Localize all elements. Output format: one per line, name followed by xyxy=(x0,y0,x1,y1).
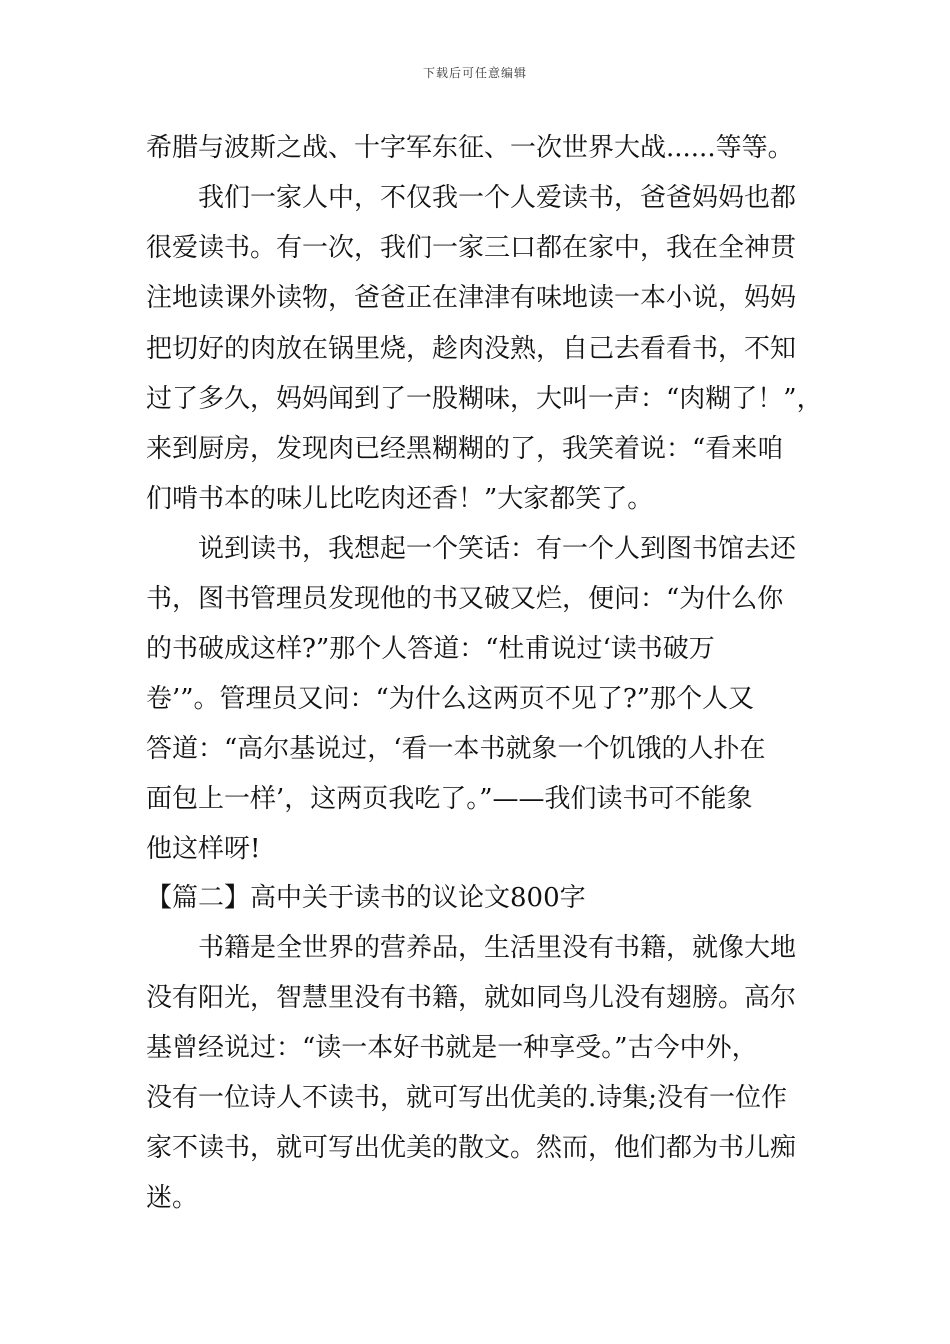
text-line: 面包上一样’，这两页我吃了。”——我们读书可不能象 xyxy=(146,784,753,814)
text-line: 卷’”。管理员又问：“为什么这两页不见了?”那个人又 xyxy=(146,684,755,714)
text-line: 书籍是全世界的营养品，生活里没有书籍，就像大地 xyxy=(198,933,797,963)
text-line: 们啃书本的味儿比吃肉还香！”大家都笑了。 xyxy=(146,484,654,514)
text-line: 没有一位诗人不读书，就可写出优美的.诗集;没有一位作 xyxy=(146,1083,788,1113)
text-line: 希腊与波斯之战、十字军东征、一次世界大战......等等。 xyxy=(146,133,794,163)
text-line: 没有阳光，智慧里没有书籍，就如同鸟儿没有翅膀。高尔 xyxy=(146,983,797,1013)
text-line: 基曾经说过：“读一本好书就是一种享受。”古今中外， xyxy=(146,1033,758,1063)
text-line: 来到厨房，发现肉已经黑糊糊的了，我笑着说：“看来咱 xyxy=(146,434,784,464)
text-line: 说到读书，我想起一个笑话：有一个人到图书馆去还 xyxy=(198,534,797,564)
text-line: 迷。 xyxy=(146,1183,199,1213)
text-line: 的书破成这样?”那个人答道：“杜甫说过‘读书破万 xyxy=(146,634,715,664)
text-line: 书，图书管理员发现他的书又破又烂，便问：“为什么你 xyxy=(146,584,784,614)
section-heading: 【篇二】高中关于读书的议论文800字 xyxy=(146,883,586,913)
text-line: 我们一家人中，不仅我一个人爱读书，爸爸妈妈也都 xyxy=(198,183,797,213)
text-line: 家不读书，就可写出优美的散文。然而，他们都为书儿痴 xyxy=(146,1133,797,1163)
text-line: 把切好的肉放在锅里烧，趁肉没熟，自己去看看书，不知 xyxy=(146,334,797,364)
text-line: 过了多久，妈妈闻到了一股糊味，大叫一声：“肉糊了！”， xyxy=(146,384,823,414)
text-line: 他这样呀! xyxy=(146,834,261,864)
text-line: 答道：“高尔基说过，‘看一本书就象一个饥饿的人扑在 xyxy=(146,734,766,764)
text-line: 注地读课外读物，爸爸正在津津有味地读一本小说，妈妈 xyxy=(146,283,797,313)
page-header: 下载后可任意编辑 xyxy=(422,66,527,80)
text-line: 很爱读书。有一次，我们一家三口都在家中，我在全神贯 xyxy=(146,233,797,263)
